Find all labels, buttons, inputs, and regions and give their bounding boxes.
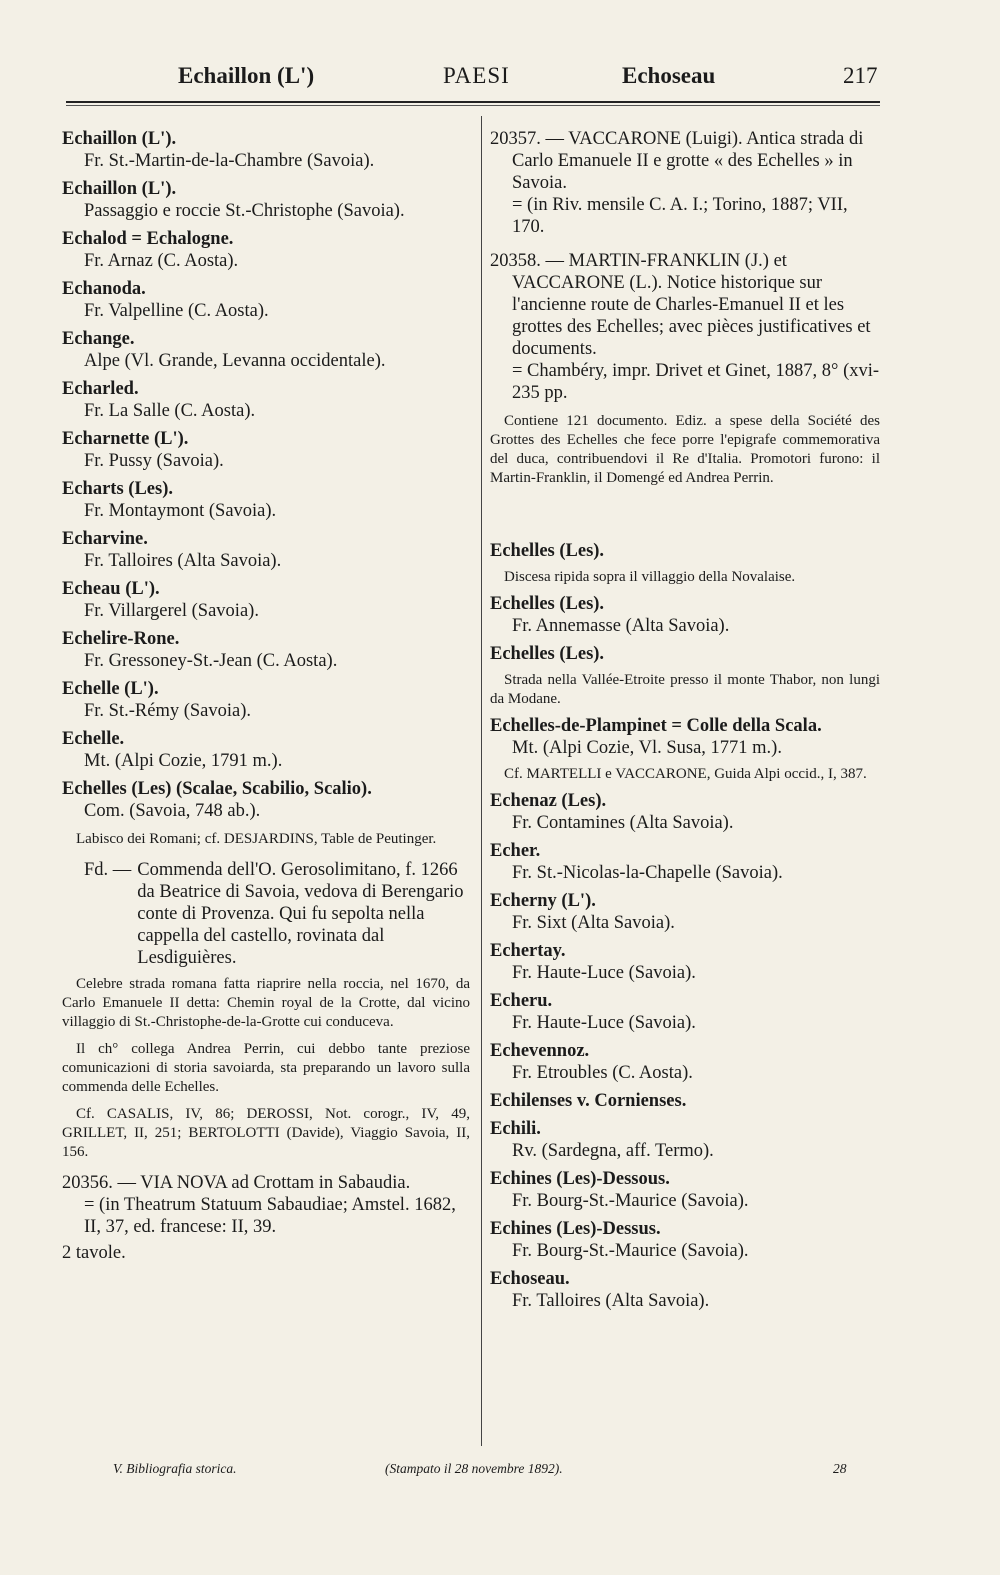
entry (62, 128, 470, 172)
entry (490, 1168, 880, 1212)
entry-line: Fr. Valpelline (C. Aosta). (84, 301, 269, 321)
entry (62, 478, 470, 522)
entry-line: Fr. Etroubles (C. Aosta). (512, 1063, 693, 1083)
entry (490, 1268, 880, 1312)
header-left: Echaillon (L') (178, 63, 315, 88)
column-divider (481, 116, 482, 1446)
entry-line: Fr. Talloires (Alta Savoia). (512, 1291, 710, 1311)
entry-title: Echerny (L'). (490, 891, 596, 911)
header-center: PAESI (443, 63, 510, 88)
entry-title: Echoseau. (490, 1269, 570, 1289)
entry (490, 940, 880, 984)
entry (62, 378, 470, 422)
entry-title: Echeau (L'). (62, 579, 160, 599)
entry-title: Echaillon (L'). (62, 129, 177, 149)
entry-title: Echarled. (62, 379, 139, 399)
note: Celebre strada romana fatta riaprire nella roccia, nel 1670, da Carlo Emanuele II detta: Chemin royal de la Crotte, dal vicino villaggio di St.-Christophe-de-la-Grotte cui conduceva. (62, 976, 470, 1030)
header-right: Echoseau (622, 63, 716, 88)
entry (490, 540, 880, 587)
entry-line: Com. (Savoia, 748 ab.). (84, 801, 261, 821)
entry (62, 428, 470, 472)
bibliography-publication: = (in Riv. mensile C. A. I.; Torino, 1887; VII, 170. (512, 195, 848, 237)
entry-line: Fr. Pussy (Savoia). (84, 451, 224, 471)
entry-line: Fr. Talloires (Alta Savoia). (84, 551, 282, 571)
entry-line: Fr. St.-Nicolas-la-Chapelle (Savoia). (512, 863, 783, 883)
bibliography-entry: 20357. — VACCARONE (Luigi). Antica strada di Carlo Emanuele II e grotte « des Echelles » in Savoia. (490, 129, 864, 193)
entry (490, 1090, 880, 1112)
entry-title: Echer. (490, 841, 541, 861)
entry-title: Echelles (Les) (Scalae, Scabilio, Scalio). (62, 779, 372, 799)
entry (490, 1040, 880, 1084)
entry-title: Echenaz (Les). (490, 791, 607, 811)
entry (62, 728, 470, 772)
right-column (490, 128, 880, 1318)
entry-title: Echelles (Les). (490, 644, 605, 664)
entry (490, 840, 880, 884)
entry-note: Cf. MARTELLI e VACCARONE, Guida Alpi occid., I, 387. (504, 766, 867, 782)
fd-text: Commenda dell'O. Gerosolimitano, f. 1266 da Beatrice di Savoia, vedova di Berengario conte di Provenza. Qui fu sepolta nella cappella del castello, rovinata dal Lesdiguières. (137, 860, 464, 968)
entry-note: Discesa ripida sopra il villaggio della Novalaise. (504, 569, 796, 585)
entry-line: Fr. Sixt (Alta Savoia). (512, 913, 675, 933)
entry-title: Echanoda. (62, 279, 146, 299)
note: Cf. CASALIS, IV, 86; DEROSSI, Not. corogr., IV, 49, GRILLET, II, 251; BERTOLOTTI (Davide), Viaggio Savoia, II, 156. (62, 1106, 470, 1160)
entry-line: Fr. Annemasse (Alta Savoia). (512, 616, 730, 636)
footer-left: V. Bibliografia storica. (113, 1461, 237, 1476)
entry-line: Mt. (Alpi Cozie, Vl. Susa, 1771 m.). (512, 738, 782, 758)
fd-label: Fd. — (84, 860, 132, 880)
entry-line: Fr. St.-Martin-de-la-Chambre (Savoia). (84, 151, 375, 171)
running-header (0, 62, 1000, 94)
entry-title: Echarvine. (62, 529, 148, 549)
entry-title: Echelire-Rone. (62, 629, 180, 649)
left-column (62, 128, 470, 1264)
entry (490, 593, 880, 637)
entry-line: Fr. Bourg-St.-Maurice (Savoia). (512, 1241, 749, 1261)
entry-line: Rv. (Sardegna, aff. Termo). (512, 1141, 714, 1161)
entry-title: Echelle. (62, 729, 125, 749)
entry-title: Echili. (490, 1119, 541, 1139)
entry-note: Strada nella Vallée-Etroite presso il monte Thabor, non lungi da Modane. (490, 672, 880, 707)
entry-title: Echelles (Les). (490, 594, 605, 614)
entry-line: Fr. Bourg-St.-Maurice (Savoia). (512, 1191, 749, 1211)
bibliography-publication: = Chambéry, impr. Drivet et Ginet, 1887, 8° (xvi-235 pp. (512, 361, 880, 403)
entry-note: Labisco dei Romani; cf. DESJARDINS, Table de Peutinger. (76, 831, 437, 847)
entry-title: Echelles-de-Plampinet = Colle della Scala. (490, 716, 822, 736)
entry-line: Fr. Montaymont (Savoia). (84, 501, 277, 521)
entry (490, 643, 880, 709)
entry (62, 278, 470, 322)
entry (62, 528, 470, 572)
bibliography-note: 2 tavole. (62, 1243, 126, 1263)
entry-line: Fr. Haute-Luce (Savoia). (512, 1013, 696, 1033)
entry (490, 990, 880, 1034)
entry (490, 1218, 880, 1262)
entry-title: Echevennoz. (490, 1041, 590, 1061)
footer-right: 28 (833, 1461, 847, 1476)
entry-title: Echalod = Echalogne. (62, 229, 234, 249)
entry (490, 1118, 880, 1162)
bibliography-entry: 20356. — VIA NOVA ad Crottam in Sabaudia. (62, 1173, 411, 1193)
entry (62, 178, 470, 222)
entry-title: Echines (Les)-Dessous. (490, 1169, 670, 1189)
entry-line: Mt. (Alpi Cozie, 1791 m.). (84, 751, 283, 771)
entry (62, 678, 470, 722)
entry (62, 328, 470, 372)
entry (62, 628, 470, 672)
bibliography-entry: 20358. — MARTIN-FRANKLIN (J.) et VACCARONE (L.). Notice historique sur l'ancienne route de Charles-Emanuel II et les grottes des Echelles; avec pièces justificatives et documents. (490, 251, 871, 359)
entry-title: Echines (Les)-Dessus. (490, 1219, 661, 1239)
entry (62, 578, 470, 622)
entry-title: Echilenses v. Cornienses. (490, 1091, 687, 1111)
entry-title: Echaillon (L'). (62, 179, 177, 199)
entry (490, 890, 880, 934)
fd-entry (62, 859, 470, 969)
entry-line: Passaggio e roccie St.-Christophe (Savoia). (84, 201, 405, 221)
entry-title: Echelle (L'). (62, 679, 159, 699)
entry-title: Echarts (Les). (62, 479, 173, 499)
note: Il ch° collega Andrea Perrin, cui debbo tante preziose comunicazioni di storia savoiarda, sta preparando un lavoro sulla commenda delle Echelles. (62, 1041, 470, 1095)
entry-line: Fr. Haute-Luce (Savoia). (512, 963, 696, 983)
entry (62, 778, 470, 849)
entry-line: Fr. Arnaz (C. Aosta). (84, 251, 239, 271)
entry-line: Fr. Contamines (Alta Savoia). (512, 813, 734, 833)
entry-title: Echarnette (L'). (62, 429, 189, 449)
entry-title: Echertay. (490, 941, 566, 961)
entry (62, 228, 470, 272)
bibliography-note: Contiene 121 documento. Ediz. a spese della Société des Grottes des Echelles che fece porre l'epigrafe commemorativa del duca, contribuendovi il Re d'Italia. Promotori furono: il Martin-Franklin, il Domengé ed Andrea Perrin. (490, 413, 880, 486)
entry-title: Echelles (Les). (490, 541, 605, 561)
entry-title: Echange. (62, 329, 135, 349)
header-rule (66, 101, 880, 103)
bibliography-publication: = (in Theatrum Statuum Sabaudiae; Amstel. 1682, II, 37, ed. francese: II, 39. (84, 1195, 456, 1237)
entry (490, 790, 880, 834)
entry-line: Fr. Villargerel (Savoia). (84, 601, 259, 621)
entry-line: Fr. La Salle (C. Aosta). (84, 401, 256, 421)
entry-line: Fr. Gressoney-St.-Jean (C. Aosta). (84, 651, 338, 671)
header-rule-thin (66, 105, 880, 106)
entry (490, 715, 880, 784)
entry-title: Echeru. (490, 991, 553, 1011)
entry-line: Fr. St.-Rémy (Savoia). (84, 701, 252, 721)
entry-line: Alpe (Vl. Grande, Levanna occidentale). (84, 351, 386, 371)
page-number: 217 (843, 63, 878, 88)
footer-center: (Stampato il 28 novembre 1892). (385, 1461, 563, 1476)
